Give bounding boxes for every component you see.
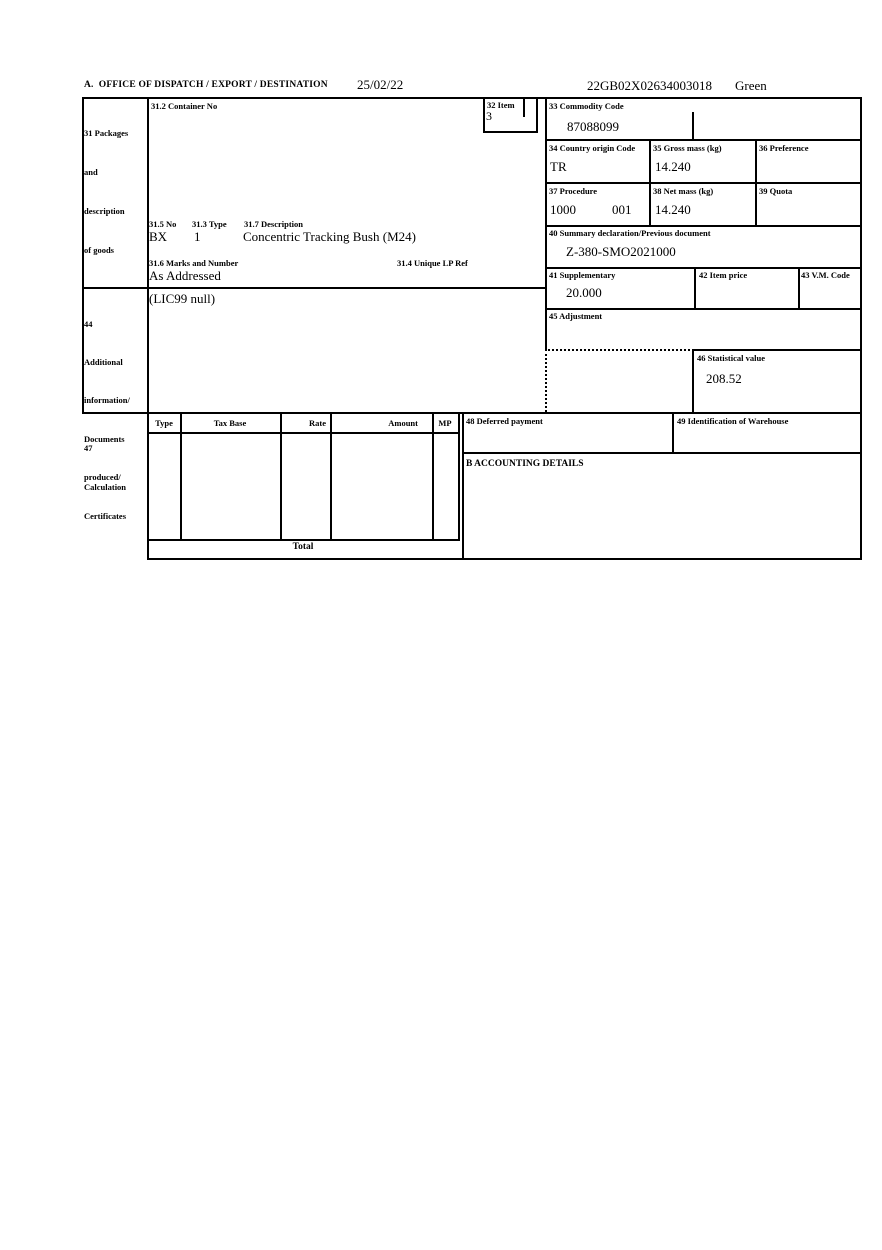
gross-mass-label: 35 Gross mass (kg) [653, 143, 722, 153]
box47-side-label [84, 416, 146, 520]
accounting-details-heading: B ACCOUNTING DETAILS [466, 459, 584, 469]
container-no-label: 31.2 Container No [151, 101, 218, 111]
deferred-payment-label: 48 Deferred payment [466, 416, 543, 426]
grid-line-v [330, 412, 332, 541]
statistical-value-value: 208.52 [706, 371, 742, 386]
grid-line-h [545, 308, 862, 310]
grid-line-v [432, 412, 434, 541]
country-origin-value: TR [550, 159, 567, 174]
procedure-value-2: 001 [612, 202, 632, 217]
box44-side-label-line: Certificates [84, 510, 127, 521]
grid-line-h [147, 558, 862, 560]
box44-side-label-line: information/ [84, 395, 130, 406]
goods-description-label: 31.7 Description [244, 219, 304, 229]
calc-total-label: Total [292, 542, 314, 552]
grid-line-v [672, 412, 674, 454]
packages-no-label: 31.5 No [149, 219, 177, 229]
grid-line-v [483, 97, 485, 133]
calc-col-mp: MP [438, 418, 452, 428]
grid-line-v [536, 97, 538, 133]
box47-side-label-line: Calculation [84, 482, 127, 492]
calc-col-tax-base: Tax Base [213, 418, 247, 428]
warehouse-id-label: 49 Identification of Warehouse [677, 416, 789, 426]
grid-line-h [545, 267, 862, 269]
box44-side-label-line: produced/ [84, 472, 121, 483]
marks-value: As Addressed [149, 268, 221, 283]
item-number-value: 3 [486, 109, 492, 123]
grid-line-h [147, 432, 460, 434]
grid-line-v [280, 412, 282, 541]
calc-col-type: Type [155, 418, 173, 428]
preference-label: 36 Preference [759, 143, 809, 153]
grid-line-v [692, 112, 694, 141]
statistical-value-label: 46 Statistical value [697, 353, 765, 363]
grid-line-h [545, 225, 862, 227]
section-a-heading: A. OFFICE OF DISPATCH / EXPORT / DESTINATION [84, 80, 328, 90]
procedure-value-1: 1000 [550, 202, 576, 217]
packages-type-label: 31.3 Type [192, 219, 227, 229]
grid-line-h [545, 182, 862, 184]
procedure-label: 37 Procedure [549, 186, 598, 196]
grid-line-v [458, 412, 460, 541]
item-price-label: 42 Item price [699, 270, 748, 280]
goods-description-value: Concentric Tracking Bush (M24) [243, 229, 416, 244]
grid-line-v [694, 267, 696, 310]
grid-line-h [82, 412, 862, 414]
supplementary-label: 41 Supplementary [549, 270, 616, 280]
packages-no-value: BX [149, 229, 168, 244]
lp-ref-label: 31.4 Unique LP Ref [397, 258, 468, 268]
adjustment-label: 45 Adjustment [549, 311, 603, 321]
box31-side-label-line: 31 Packages [84, 128, 129, 138]
additional-information-value: (LIC99 null) [149, 291, 216, 306]
box31-side-label [84, 101, 144, 283]
box44-side-label-line: Documents [84, 433, 125, 444]
grid-line-v [545, 97, 547, 349]
grid-line-v [755, 139, 757, 227]
supplementary-value: 20.000 [566, 285, 602, 300]
routing-indicator: Green [735, 78, 767, 93]
commodity-code-value: 87088099 [567, 119, 619, 134]
box44-side-label-line: 44 [84, 318, 93, 329]
grid-line-dotted-v [545, 349, 547, 412]
box31-side-label-line: and [84, 167, 98, 177]
box31-side-label-line: of goods [84, 245, 114, 255]
grid-line-h [82, 287, 545, 289]
grid-line-h [147, 539, 460, 541]
acceptance-date: 25/02/22 [357, 77, 404, 92]
box47-side-label-line: 47 [84, 443, 93, 453]
summary-declaration-value: Z-380-SMO2021000 [566, 244, 676, 259]
quota-label: 39 Quota [759, 186, 793, 196]
grid-line-dotted-h [545, 349, 694, 351]
grid-line-v [860, 97, 862, 560]
marks-label: 31.6 Marks and Number [149, 258, 239, 268]
entry-reference: 22GB02X02634003018 [587, 78, 712, 93]
packages-type-value: 1 [194, 229, 201, 244]
grid-line-v [649, 139, 651, 227]
grid-line-v [798, 267, 800, 310]
summary-declaration-label: 40 Summary declaration/Previous document [549, 228, 711, 238]
net-mass-value: 14.240 [655, 202, 691, 217]
grid-line-v [692, 349, 694, 414]
box44-side-label-line: Additional [84, 356, 123, 367]
calc-col-rate: Rate [309, 418, 326, 428]
grid-line-v [523, 97, 525, 117]
grid-line-v [180, 412, 182, 541]
vm-code-label: 43 V.M. Code [801, 270, 850, 280]
grid-line-h [483, 131, 538, 133]
net-mass-label: 38 Net mass (kg) [653, 186, 714, 196]
grid-line-h [692, 349, 862, 351]
box31-side-label-line: description [84, 206, 125, 216]
country-origin-label: 34 Country origin Code [549, 143, 636, 153]
grid-line-h [462, 452, 862, 454]
grid-line-v [147, 97, 149, 560]
grid-line-h [82, 97, 862, 99]
item-number-label: 32 Item [487, 100, 515, 110]
gross-mass-value: 14.240 [655, 159, 691, 174]
commodity-code-label: 33 Commodity Code [549, 101, 624, 111]
grid-line-v [462, 412, 464, 560]
grid-line-h [545, 139, 862, 141]
calc-col-amount: Amount [388, 418, 418, 428]
